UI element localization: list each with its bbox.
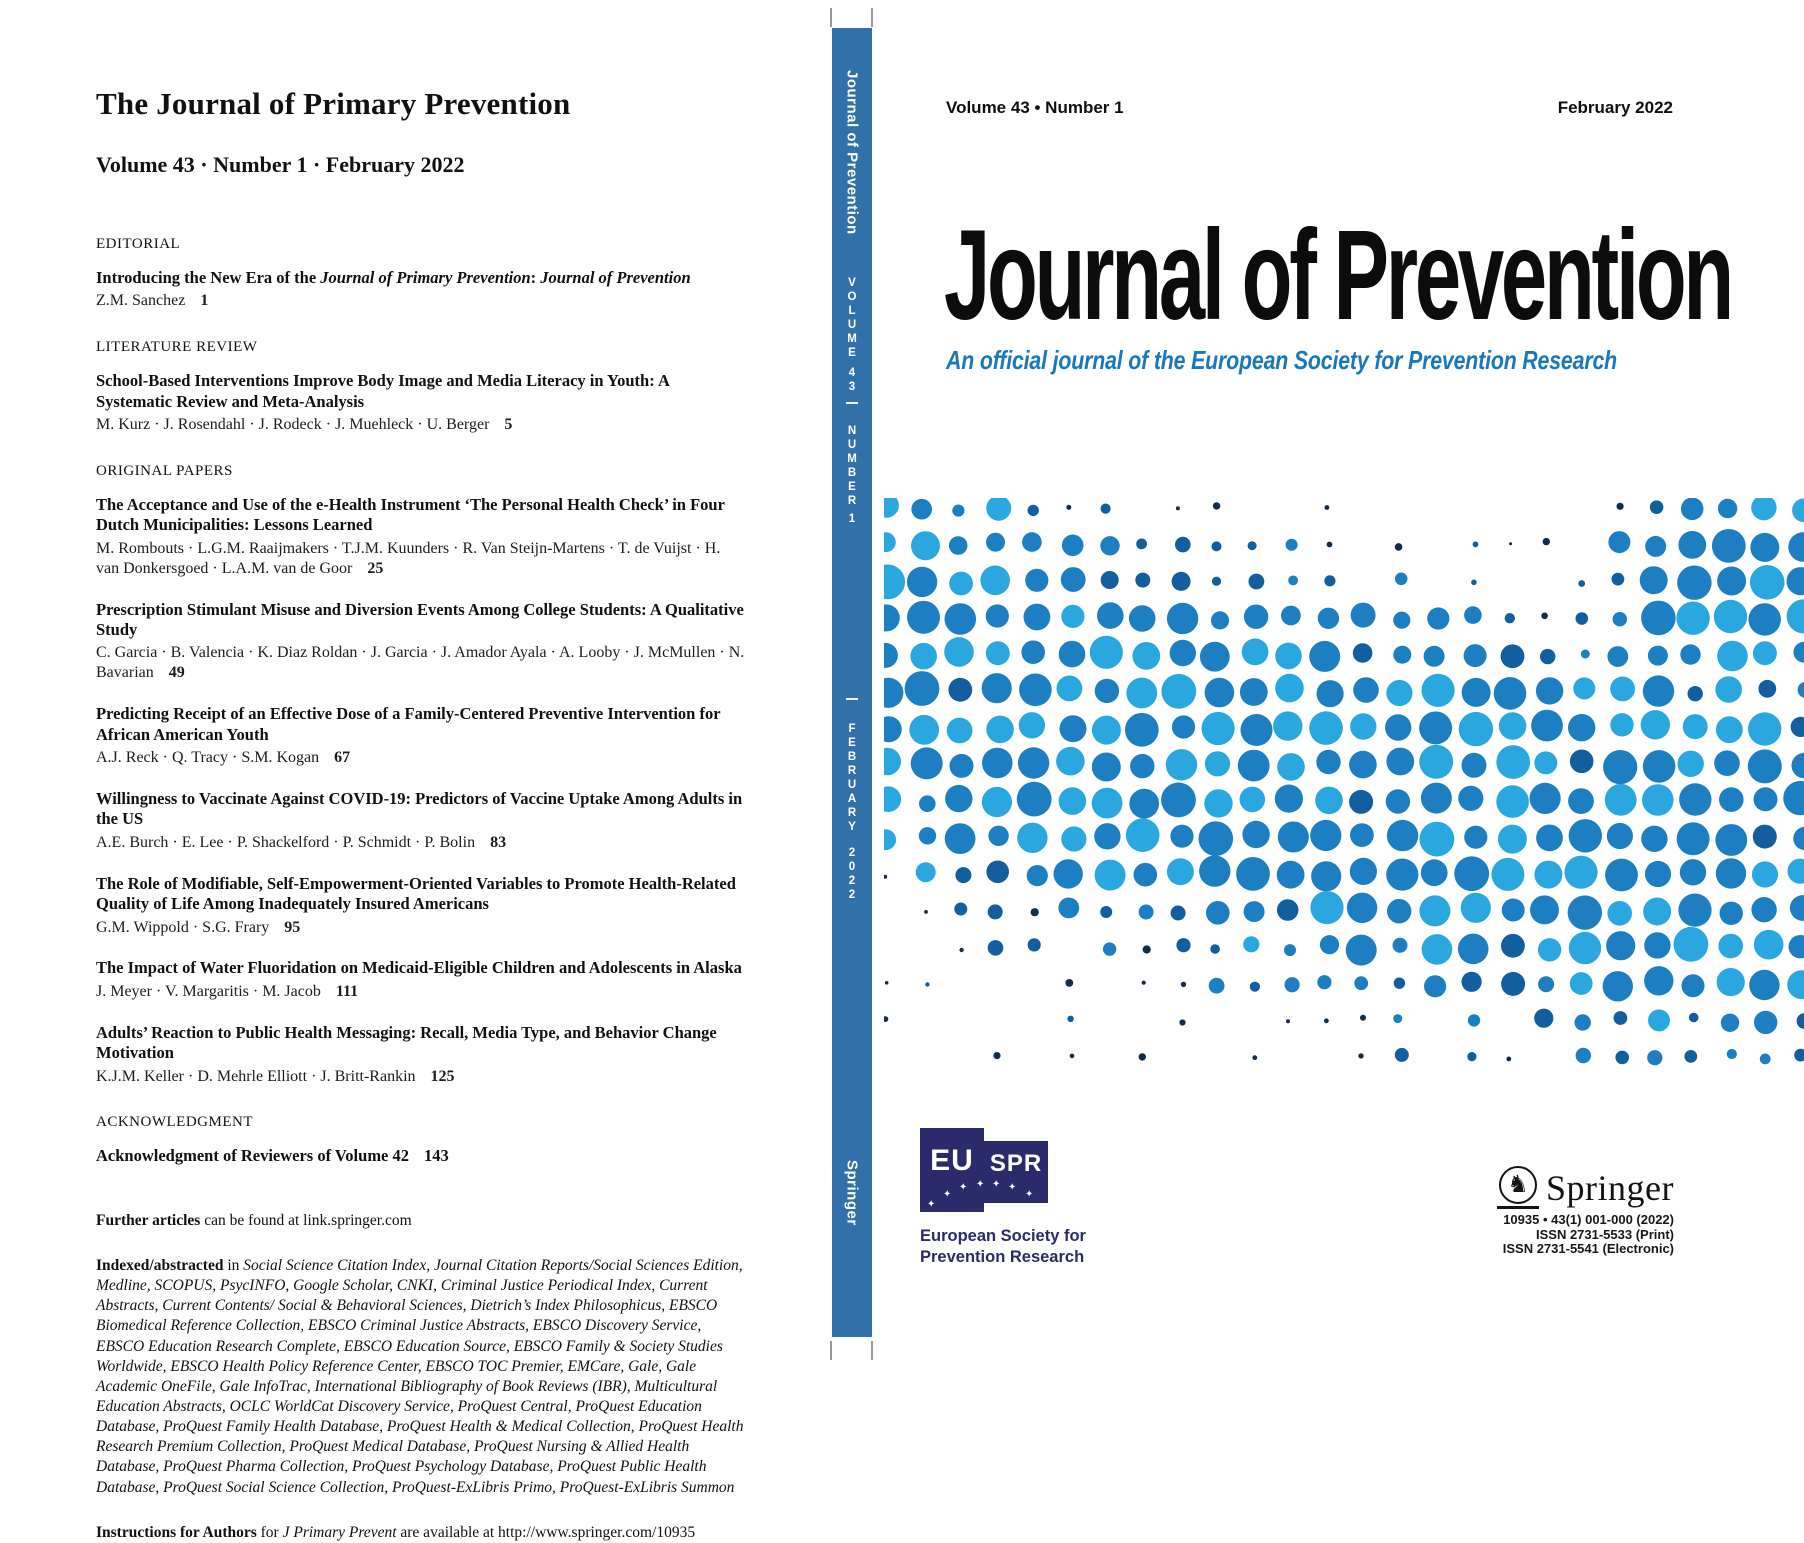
- cover-title: Journal of Prevention: [944, 212, 1731, 340]
- article-title: Willingness to Vaccinate Against COVID-19: Predictors of Vaccine Uptake Among Adults in the US: [96, 789, 746, 830]
- toc-entry: [96, 268, 746, 311]
- star-icon: ✦: [976, 1180, 984, 1190]
- star-icon: ✦: [927, 1200, 935, 1210]
- cover-header: [946, 98, 1673, 118]
- section-label: LITERATURE REVIEW: [96, 339, 746, 356]
- crop-mark: [871, 8, 873, 27]
- halftone-dot-art: [884, 498, 1804, 1068]
- book-spine: [832, 28, 872, 1337]
- cover-subtitle: An official journal of the European Society for Prevention Research: [946, 345, 1617, 376]
- euspr-spr-text: SPR: [984, 1150, 1048, 1178]
- page-number: 67: [334, 749, 350, 766]
- springer-logo: [1478, 1166, 1674, 1257]
- article-authors: K.J.M. Keller · D. Mehrle Elliott · J. Britt-Rankin 125: [96, 1067, 746, 1087]
- star-icon: ✦: [943, 1190, 951, 1200]
- spine-stack-group: 43: [832, 366, 872, 394]
- article-title: The Acceptance and Use of the e-Health Instrument ‘The Personal Health Check’ in Four Dutch Municipalities: Lessons Learned: [96, 495, 746, 536]
- article-title: Acknowledgment of Reviewers of Volume 42 143: [96, 1146, 746, 1166]
- springer-horse-icon: ♞: [1497, 1166, 1539, 1209]
- article-authors: Z.M. Sanchez 1: [96, 291, 746, 311]
- spine-stack-group: [832, 402, 872, 404]
- spine-stack-group: 1: [832, 512, 872, 526]
- spine-stack-group: 2022: [832, 846, 872, 902]
- article-title: The Impact of Water Fluoridation on Medicaid-Eligible Children and Adolescents in Alaska: [96, 958, 746, 978]
- section-label: ACKNOWLEDGMENT: [96, 1114, 746, 1131]
- footer-note: Further articles can be found at link.springer.com: [96, 1211, 746, 1231]
- article-authors: J. Meyer · V. Margaritis · M. Jacob 111: [96, 982, 746, 1002]
- article-authors: A.E. Burch · E. Lee · P. Shackelford · P. Schmidt · P. Bolin 83: [96, 833, 746, 853]
- cover-issue-left: Volume 43 • Number 1: [946, 98, 1124, 118]
- section-label: EDITORIAL: [96, 236, 746, 253]
- toc-entry: [96, 874, 746, 938]
- issue-line: Volume 43 · Number 1 · February 2022: [96, 152, 746, 178]
- spine-publisher: Springer: [844, 1160, 861, 1226]
- note-lead: Instructions for Authors: [96, 1524, 257, 1541]
- crop-mark: [871, 1341, 873, 1360]
- toc-entry: [96, 704, 746, 768]
- spine-stack-group: VOLUME: [832, 276, 872, 360]
- issn-line: ISSN 2731-5533 (Print): [1503, 1228, 1674, 1243]
- euspr-caption: [920, 1226, 1086, 1268]
- article-title: Introducing the New Era of the Journal of Primary Prevention: Journal of Prevention: [96, 268, 746, 288]
- toc-entry: [96, 958, 746, 1001]
- section-label: ORIGINAL PAPERS: [96, 463, 746, 480]
- page-number: 83: [490, 834, 506, 851]
- euspr-eu-text: EU: [920, 1144, 984, 1178]
- toc-entry: [96, 789, 746, 853]
- euspr-caption-line2: Prevention Research: [920, 1247, 1086, 1268]
- toc-entry: [96, 600, 746, 684]
- page-number: 5: [504, 416, 512, 433]
- star-icon: ✦: [1008, 1183, 1016, 1193]
- article-title: Adults’ Reaction to Public Health Messaging: Recall, Media Type, and Behavior Change Motivation: [96, 1023, 746, 1064]
- crop-mark: [830, 1341, 832, 1360]
- issn-info: [1503, 1213, 1674, 1257]
- springer-wordmark: Springer: [1546, 1167, 1674, 1209]
- footer-note: Indexed/abstracted in Social Science Citation Index, Journal Citation Reports/Social Sciences Edition, Medline, SCOPUS, PsycINFO, Google Scholar, CNKI, Criminal Justice Periodical Index, Current Abstracts, Current Contents/ Social & Behavioral Sciences, Dietrich’s Index Philosophicus, EBSCO Biomedical Reference Collection, EBSCO Criminal Justice Abstracts, EBSCO Discovery Service, EBSCO Education Research Complete, EBSCO Education Source, EBSCO Family & Society Studies Worldwide, EBSCO Health Policy Reference Center, EBSCO TOC Premier, EMCare, Gale, Gale Academic OneFile, Gale InfoTrac, International Bibliography of Book Reviews (IBR), Multicultural Education Abstracts, OCLC WorldCat Discovery Service, ProQuest Central, ProQuest Education Database, ProQuest Family Health Database, ProQuest Health & Medical Collection, ProQuest Health Research Premium Collection, ProQuest Medical Database, ProQuest Nursing & Allied Health Database, ProQuest Pharma Collection, ProQuest Psychology Database, ProQuest Public Health Database, ProQuest Social Science Collection, ProQuest-ExLibris Primo, ProQuest-ExLibris Summon: [96, 1256, 746, 1498]
- spine-stack-group: NUMBER: [832, 424, 872, 508]
- page-number: 111: [336, 983, 358, 1000]
- star-icon: ✦: [959, 1183, 967, 1193]
- page-number: 95: [284, 919, 300, 936]
- article-authors: G.M. Wippold · S.G. Frary 95: [96, 918, 746, 938]
- star-icon: ✦: [1025, 1190, 1033, 1200]
- euspr-caption-line1: European Society for: [920, 1226, 1086, 1247]
- euspr-logo-block-spr: [984, 1141, 1048, 1203]
- page-number: 125: [431, 1068, 455, 1085]
- toc-entry: [96, 371, 746, 435]
- note-lead: Indexed/abstracted: [96, 1257, 223, 1274]
- article-authors: A.J. Reck · Q. Tracy · S.M. Kogan 67: [96, 748, 746, 768]
- spine-journal-title: Journal of Prevention: [844, 70, 861, 235]
- spine-stack-group: [832, 698, 872, 700]
- footer-notes: [96, 1211, 746, 1543]
- page-number: 49: [169, 664, 185, 681]
- journal-title: The Journal of Primary Prevention: [96, 86, 746, 122]
- crop-mark: [830, 8, 832, 27]
- toc-entry: [96, 1023, 746, 1087]
- article-title: Prescription Stimulant Misuse and Diversion Events Among College Students: A Qualitative Study: [96, 600, 746, 641]
- page-number: 25: [367, 560, 383, 577]
- cover-issue-right: February 2022: [1558, 98, 1673, 118]
- issn-line: ISSN 2731-5541 (Electronic): [1503, 1242, 1674, 1257]
- article-authors: C. Garcia · B. Valencia · K. Diaz Roldan · J. Garcia · J. Amador Ayala · A. Looby · J. McMullen · N. Bavarian 49: [96, 643, 746, 683]
- star-icon: ✦: [992, 1180, 1000, 1190]
- article-title: Predicting Receipt of an Effective Dose of a Family-Centered Preventive Intervention for African American Youth: [96, 704, 746, 745]
- article-authors: M. Kurz · J. Rosendahl · J. Rodeck · J. Muehleck · U. Berger 5: [96, 415, 746, 435]
- article-title: The Role of Modifiable, Self-Empowerment-Oriented Variables to Promote Health-Related Quality of Life Among Inadequately Insured Americans: [96, 874, 746, 915]
- footer-note: Instructions for Authors for J Primary Prevent are available at http://www.springer.com/10935: [96, 1523, 746, 1543]
- spine-stack-group: FEBRUARY: [832, 722, 872, 834]
- toc-entry: [96, 495, 746, 579]
- toc-list: [96, 236, 746, 1167]
- page-number: 143: [424, 1146, 449, 1165]
- issn-line: 10935 • 43(1) 001-000 (2022): [1503, 1213, 1674, 1228]
- toc-page: [96, 86, 746, 1543]
- article-authors: M. Rombouts · L.G.M. Raaijmakers · T.J.M. Kuunders · R. Van Steijn-Martens · T. de Vuijst · H. van Donkersgoed · L.A.M. van de Goor 25: [96, 539, 746, 579]
- toc-entry: [96, 1146, 746, 1166]
- note-lead: Further articles: [96, 1212, 200, 1229]
- article-title: School-Based Interventions Improve Body Image and Media Literacy in Youth: A Systematic Review and Meta-Analysis: [96, 371, 746, 412]
- page-number: 1: [200, 292, 208, 309]
